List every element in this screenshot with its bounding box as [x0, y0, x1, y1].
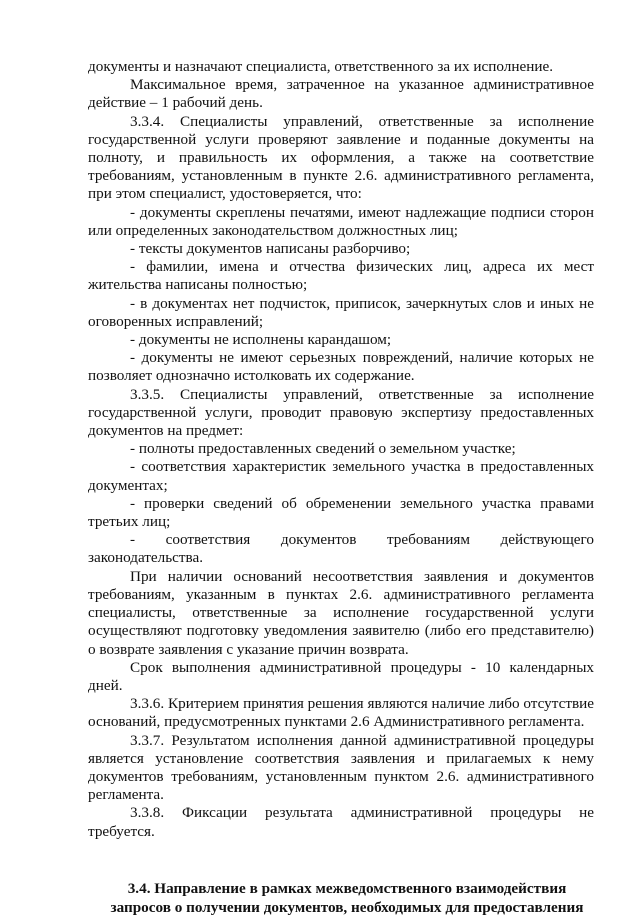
list-item-characteristics: - соответствия характеристик земельного участка в предоставленных документах;	[88, 458, 594, 494]
list-item-no-damage: - документы не имеют серьезных повреждений, наличие которых не позволяет однозначно истолковать их содержание.	[88, 349, 594, 385]
paragraph-max-time: Максимальное время, затраченное на указанное административное действие – 1 рабочий день.	[88, 76, 594, 112]
paragraph-3-3-4: 3.3.4. Специалисты управлений, ответственные за исполнение государственной услуги проверяют заявление и поданные документы на полноту, и правильность их оформления, а также на соответствие требованиям, установленным в пункте 2.6. административного регламента, при этом специалист, удостоверяется, что:	[88, 112, 594, 203]
paragraph-grounds: При наличии оснований несоответствия заявления и документов требованиям, указанным в пунктах 2.6. административного регламента специалисты, ответственные за исполнение государственной услуги осуществляют подготовку уведомления заявителю (либо его представителю) о возврате заявления с указание причин возврата.	[88, 567, 594, 658]
document-page	[88, 58, 594, 917]
list-item-legible: - тексты документов написаны разборчиво;	[130, 240, 411, 258]
paragraph-3-3-8: 3.3.8. Фиксации результата административной процедуры не требуется.	[88, 804, 594, 840]
list-item-names: - фамилии, имена и отчества физических лиц, адреса их мест жительства написаны полностью;	[88, 258, 594, 294]
list-item-completeness: - полноты предоставленных сведений о земельном участке;	[130, 440, 516, 458]
paragraph-deadline: Срок выполнения административной процедуры - 10 календарных дней.	[88, 658, 594, 694]
paragraph-3-3-6: 3.3.6. Критерием принятия решения являются наличие либо отсутствие оснований, предусмотренных пунктами 2.6 Административного регламента.	[88, 695, 594, 731]
heading-line-2: запросов о получении документов, необходимых для предоставления	[110, 898, 584, 916]
paragraph-3-3-5: 3.3.5. Специалисты управлений, ответственные за исполнение государственной услуги, проводит правовую экспертизу предоставленных документов на предмет:	[88, 385, 594, 440]
list-item-seals: - документы скреплены печатями, имеют надлежащие подписи сторон или определенных законодательством должностных лиц;	[88, 203, 594, 239]
heading-line-1: 3.4. Направление в рамках межведомственного взаимодействия	[127, 879, 567, 897]
paragraph-continuation: документы и назначают специалиста, ответственного за их исполнение.	[88, 58, 554, 75]
paragraph-3-3-7: 3.3.7. Результатом исполнения данной административной процедуры является установление соответствия заявления и прилагаемых к нему документов требованиям, установленным пунктом 2.6. административного регламента.	[88, 731, 594, 804]
list-item-encumbrance: - проверки сведений об обременении земельного участка правами третьих лиц;	[88, 494, 594, 531]
section-heading-3-4	[88, 879, 594, 917]
list-item-no-pencil: - документы не исполнены карандашом;	[130, 331, 392, 349]
list-item-legislation: - соответствия документов требованиям действующего законодательства.	[88, 531, 594, 567]
list-item-no-erasures: - в документах нет подчисток, приписок, зачеркнутых слов и иных не оговоренных исправлений;	[88, 294, 594, 330]
